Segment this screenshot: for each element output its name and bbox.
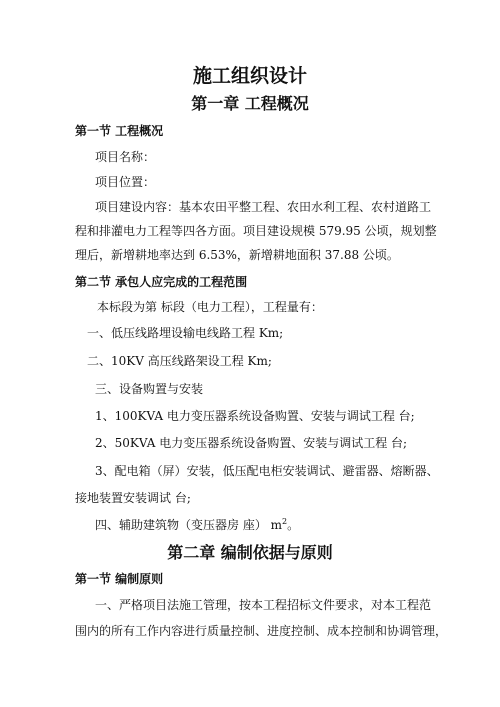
chapter-1-section-1-heading: 第一节 工程概况: [75, 124, 164, 138]
scope-sub-item-2: 2、50KVA 电力变压器系统设备购置、安装与调试工程 台;: [95, 436, 408, 450]
project-location-label: 项目位置：: [95, 175, 156, 189]
content-paragraph-line: 理后，新增耕地率达到 6.53%，新增耕地面积 37.88 公顷。: [75, 248, 399, 262]
content-paragraph-line: 程和排灌电力工程等四各方面。项目建设规模 579.95 公顷，规划整: [75, 224, 437, 238]
scope-item-4: [95, 516, 299, 533]
superscript-2: 2: [282, 517, 288, 526]
scope-item-1: 一、低压线路埋设输电线路工程 Km;: [87, 326, 284, 340]
chapter-2-heading: 第二章 编制依据与原则: [167, 543, 333, 562]
document-title: 施工组织设计: [192, 65, 307, 87]
project-name-label: 项目名称：: [95, 150, 156, 164]
scope-intro: 本标段为第 标段（电力工程），工程量有：: [97, 300, 323, 314]
scope-item-4-text: 四、辅助建筑物（变压器房 座） m: [95, 518, 283, 532]
scope-item-4-end: 。: [287, 518, 300, 532]
chapter-1-section-2-heading: 第二节 承包人应完成的工程范围: [75, 275, 248, 289]
scope-sub-item-1: 1、100KVA 电力变压器系统设备购置、安装与调试工程 台;: [95, 409, 415, 423]
scope-item-2: 二、10KV 高压线路架设工程 Km;: [87, 354, 272, 368]
chapter-1-heading: 第一章 工程概况: [191, 94, 309, 113]
content-paragraph-line: 项目建设内容：基本农田平整工程、农田水利工程、农村道路工: [95, 200, 432, 214]
principle-line: 一、严格项目法施工管理，按本工程招标文件要求，对本工程范: [95, 598, 432, 612]
principle-line: 围内的所有工作内容进行质量控制、进度控制、成本控制和协调管理，: [75, 624, 448, 638]
scope-sub-item-3: 3、配电箱（屏）安装，低压配电柜安装调试、避雷器、熔断器、: [95, 464, 439, 478]
scope-item-3: 三、设备购置与安装: [95, 382, 204, 396]
scope-sub-item-3-cont: 接地装置安装调试 台;: [75, 491, 191, 505]
chapter-2-section-1-heading: 第一节 编制原则: [75, 572, 164, 586]
